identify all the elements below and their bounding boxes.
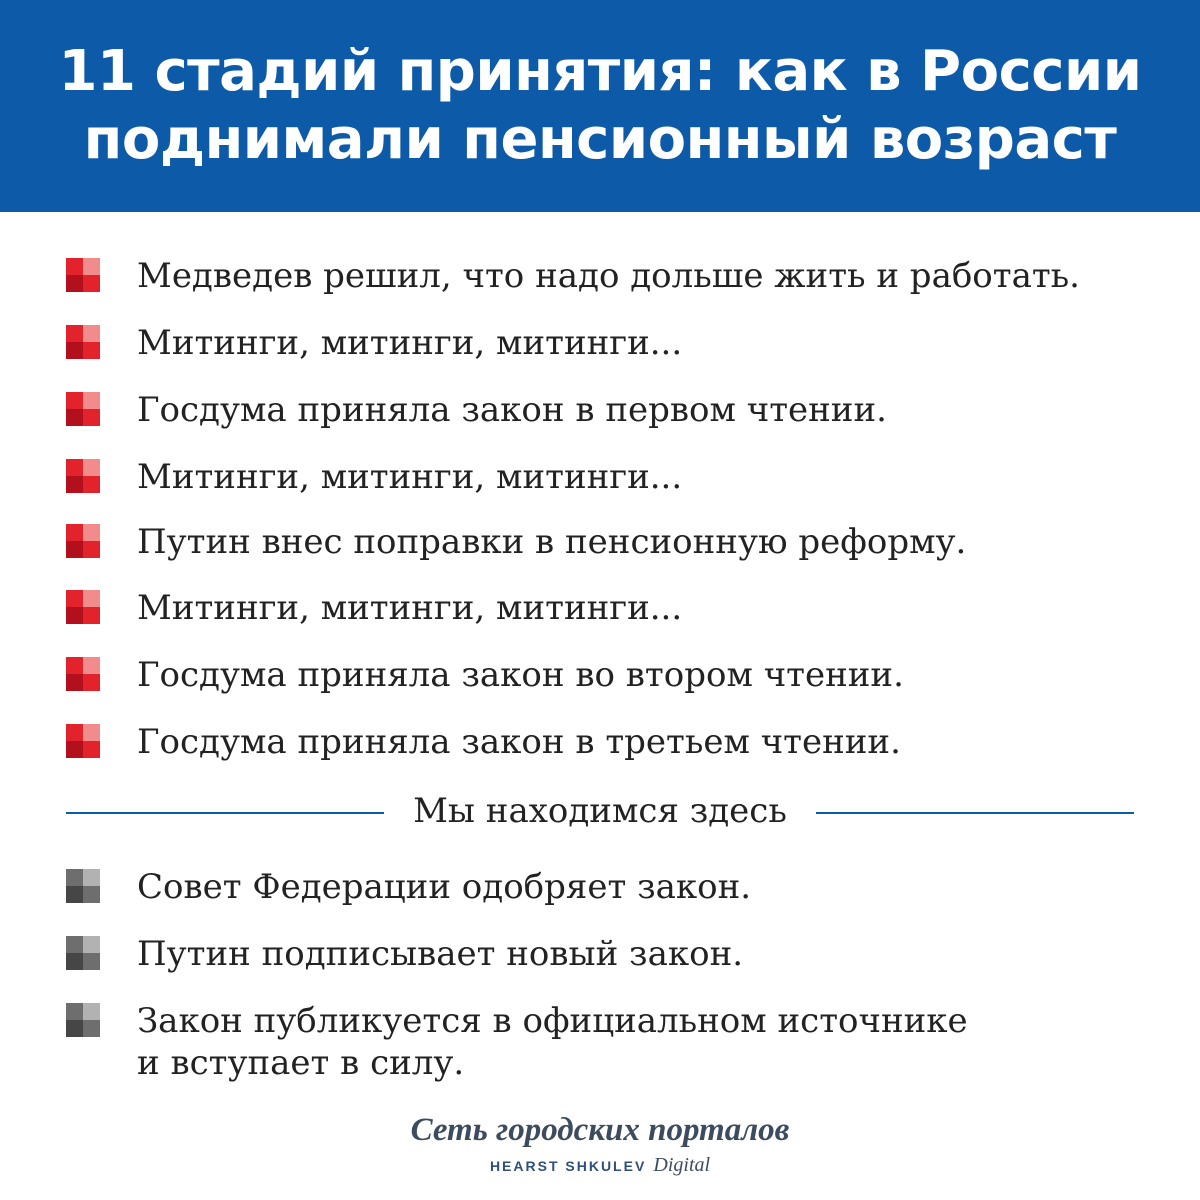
stage-text: Совет Федерации одобряет закон. bbox=[137, 867, 752, 907]
stage-item-4 bbox=[66, 456, 682, 498]
stage-text: Митинги, митинги, митинги... bbox=[137, 323, 683, 363]
red-square-marker-icon bbox=[66, 724, 100, 758]
stage-text-multiline bbox=[137, 1000, 968, 1084]
divider-line-right bbox=[816, 812, 1134, 814]
stage-text-line-1: Закон публикуется в официальном источнике bbox=[137, 1001, 968, 1041]
stage-text: Госдума приняла закон в третьем чтении. bbox=[137, 722, 901, 762]
red-square-marker-icon bbox=[66, 392, 100, 426]
grey-square-marker-icon bbox=[66, 869, 100, 903]
grey-square-marker-icon bbox=[66, 1003, 100, 1037]
stage-item-3 bbox=[66, 389, 887, 431]
stage-item-1 bbox=[66, 255, 1080, 297]
publisher-logo bbox=[0, 1152, 1200, 1179]
red-square-marker-icon bbox=[66, 657, 100, 691]
upcoming-stage-item-2 bbox=[66, 933, 743, 975]
stage-text: Госдума приняла закон во втором чтении. bbox=[137, 655, 904, 695]
brand-logo-text: Сеть городских порталов bbox=[410, 1112, 790, 1148]
grey-square-marker-icon bbox=[66, 936, 100, 970]
stage-item-5 bbox=[66, 521, 966, 563]
header-banner bbox=[0, 0, 1200, 212]
stage-text: Путин внес поправки в пенсионную реформу. bbox=[137, 522, 967, 562]
stage-text: Госдума приняла закон в первом чтении. bbox=[137, 390, 887, 430]
upcoming-stage-item-1 bbox=[66, 866, 751, 908]
page-title-line-1: 11 стадий принятия: как в России bbox=[58, 39, 1142, 104]
stage-text-line-2: и вступает в силу. bbox=[137, 1043, 465, 1083]
we-are-here-label: Мы находимся здесь bbox=[413, 791, 787, 831]
red-square-marker-icon bbox=[66, 325, 100, 359]
stage-item-2 bbox=[66, 322, 682, 364]
stage-item-7 bbox=[66, 654, 904, 696]
stage-text: Митинги, митинги, митинги... bbox=[137, 457, 683, 497]
page-title-line-2: поднимали пенсионный возраст bbox=[83, 107, 1117, 172]
stage-text: Путин подписывает новый закон. bbox=[137, 934, 744, 974]
publisher-suffix: Digital bbox=[653, 1154, 711, 1176]
upcoming-stage-item-3 bbox=[66, 1000, 968, 1084]
red-square-marker-icon bbox=[66, 459, 100, 493]
stage-item-6 bbox=[66, 587, 682, 629]
divider-line-left bbox=[66, 812, 384, 814]
red-square-marker-icon bbox=[66, 590, 100, 624]
red-square-marker-icon bbox=[66, 258, 100, 292]
stage-text: Медведев решил, что надо дольше жить и работать. bbox=[137, 256, 1080, 296]
stage-text: Митинги, митинги, митинги... bbox=[137, 588, 683, 628]
publisher-name: HEARST SHKULEV bbox=[489, 1158, 647, 1174]
red-square-marker-icon bbox=[66, 524, 100, 558]
stage-item-8 bbox=[66, 721, 901, 763]
